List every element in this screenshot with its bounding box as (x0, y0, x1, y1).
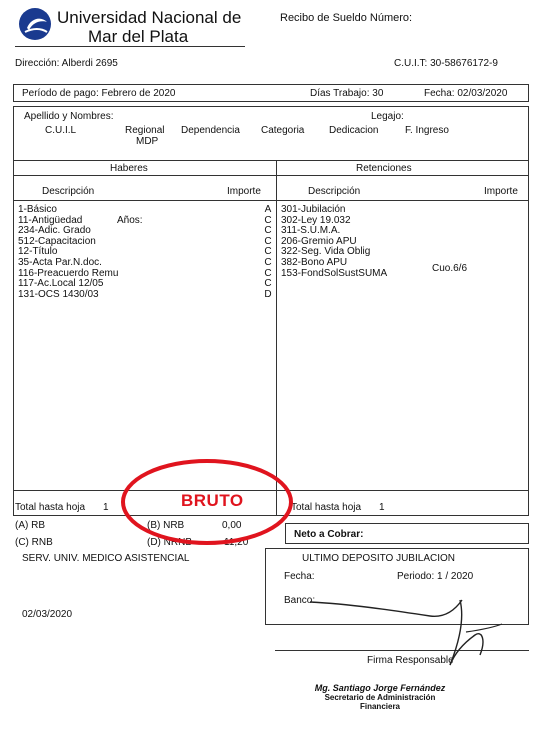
list-item: 117-Ac.Local 12/05 (18, 278, 104, 290)
regional-value: MDP (136, 136, 159, 147)
haberes-codes (262, 205, 274, 300)
address: Dirección: Alberdi 2695 (15, 58, 118, 69)
list-item: 1-Básico (18, 204, 57, 215)
list-item: 301-Jubilación (281, 204, 346, 215)
items-top-line (13, 200, 529, 201)
retenciones-descripcion-header: Descripción (308, 186, 361, 197)
section-header-line (13, 175, 529, 176)
list-item: 322-Seg. Vida Oblig (281, 246, 371, 258)
code-letter: C (264, 278, 272, 290)
retenciones-importe-header: Importe (484, 186, 518, 197)
haberes-descripcion-header: Descripción (42, 186, 95, 197)
list-item: 116-Preacuerdo Remu (18, 267, 119, 279)
pay-date: Fecha: 02/03/2020 (424, 88, 508, 99)
nrb-label: (B) NRB (147, 520, 185, 531)
retenciones-header: Retenciones (356, 163, 412, 174)
list-item: 382-Bono APU (281, 256, 348, 268)
col-regional: Regional (125, 125, 165, 136)
list-item: 153-FondSolSustSUMA (281, 267, 388, 279)
nrb-value: 0,00 (222, 520, 242, 531)
cuit: C.U.I.T: 30-58676172-9 (394, 58, 498, 69)
deposito-periodo: Periodo: 1 / 2020 (397, 571, 474, 582)
total-right-value: 1 (379, 502, 385, 513)
name-label: Apellido y Nombres: (24, 111, 114, 122)
signature-stamp (305, 683, 455, 723)
nrnb-label: (D) NRNB (147, 537, 192, 548)
list-item: 35-Acta Par.N.doc. (18, 256, 102, 268)
code-letter: C (264, 214, 272, 226)
anios-label: Años: (117, 215, 143, 226)
haberes-importe-header: Importe (227, 186, 261, 197)
code-letter: D (264, 288, 272, 300)
total-left-label: Total hasta hoja (15, 502, 86, 513)
haberes-list (18, 205, 118, 300)
list-item: 512-Capacitacion (18, 235, 96, 247)
university-name-line1: Universidad Nacional de (57, 8, 242, 27)
deposito-fecha: Fecha: (284, 571, 315, 582)
work-days: Días Trabajo: 30 (310, 88, 384, 99)
signer-title-1: Secretario de Administración (324, 693, 436, 702)
rb-label: (A) RB (15, 520, 45, 531)
signer-title-2: Financiera (359, 702, 400, 711)
deposito-banco: Banco: (284, 595, 316, 606)
code-letter: C (264, 267, 272, 279)
total-left-value: 1 (103, 502, 109, 513)
retenciones-list (281, 205, 387, 279)
list-item: 206-Gremio APU (281, 235, 357, 247)
code-letter: C (264, 225, 272, 237)
code-letter: C (264, 246, 272, 258)
main-box (13, 106, 529, 516)
col-dedicacion: Dedicacion (329, 125, 379, 136)
col-cuil: C.U.I.L (45, 125, 77, 136)
col-categoria: Categoria (261, 125, 305, 136)
receipt-title: Recibo de Sueldo Número: (280, 12, 413, 24)
serv-label: SERV. UNIV. MEDICO ASISTENCIAL (22, 553, 190, 564)
col-dependencia: Dependencia (181, 125, 240, 136)
list-item: 12-Título (18, 246, 58, 258)
code-letter: A (264, 204, 272, 215)
period: Período de pago: Febrero de 2020 (22, 88, 176, 99)
rnb-label: (C) RNB (15, 537, 53, 548)
col-ingreso: F. Ingreso (405, 125, 449, 136)
university-name-line2: Mar del Plata (88, 27, 189, 46)
list-item: 302-Ley 19.032 (281, 214, 351, 226)
logo-underline (15, 46, 245, 47)
legajo-label: Legajo: (371, 111, 404, 122)
signer-name: Mg. Santiago Jorge Fernández (314, 683, 446, 693)
nrnb-value: 11,20 (224, 537, 249, 548)
section-top-line (13, 160, 529, 161)
list-item: 131-OCS 1430/03 (18, 288, 99, 300)
handwritten-signature-icon (270, 580, 530, 680)
neto-label: Neto a Cobrar: (294, 529, 364, 540)
list-item: 234-Adic. Grado (18, 225, 91, 237)
document-date: 02/03/2020 (22, 609, 73, 620)
list-item: 311-S.U.M.A. (281, 225, 341, 237)
bruto-annotation: BRUTO (181, 491, 244, 510)
total-right-label: Total hasta hoja (291, 502, 362, 513)
code-letter: C (264, 256, 272, 268)
deposito-title: ULTIMO DEPOSITO JUBILACION (302, 553, 455, 564)
cuota-label: Cuo.6/6 (432, 263, 468, 274)
university-logo-icon (19, 8, 51, 40)
haberes-header: Haberes (110, 163, 148, 174)
code-letter: C (264, 235, 272, 247)
firma-label: Firma Responsable (367, 655, 454, 666)
list-item: 11-Antigüedad (18, 214, 83, 226)
